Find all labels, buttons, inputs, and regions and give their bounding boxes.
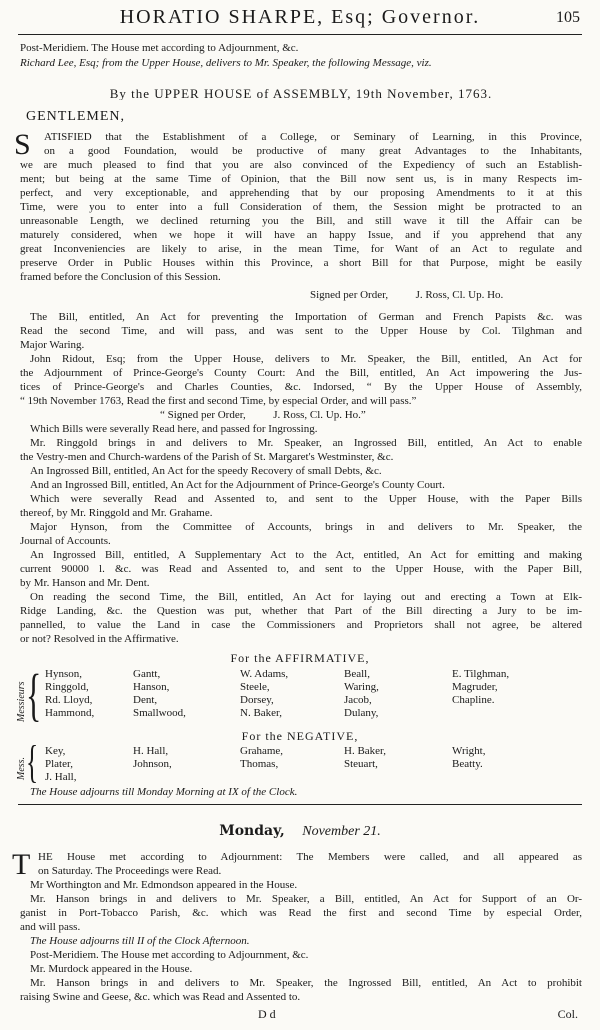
member-name: Johnson, xyxy=(133,758,172,770)
member-name: J. Hall, xyxy=(45,771,77,783)
affirmative-column xyxy=(344,668,379,720)
monday-line: Mr. Murdock appeared in the House. xyxy=(30,963,193,975)
proceeding-line: An Ingrossed Bill, entitled, A Supplementary Act to the Act, entitled, An Act for emitting and making xyxy=(30,549,582,561)
negative-column xyxy=(45,745,76,784)
proceeding-line: the Vestry-men and Church-wardens of the Parish of St. Margaret's Westminster, &c. xyxy=(20,451,394,463)
intro-line-2: Richard Lee, Esq; from the Upper House, delivers to Mr. Speaker, the following Message, viz. xyxy=(20,57,432,69)
proceeding-line: Read the second Time, and will pass, and was sent to the Upper House by Col. Tilghman and xyxy=(20,325,582,337)
day-heading xyxy=(0,823,600,840)
member-name: Key, xyxy=(45,745,66,757)
adjournment-notice: The House adjourns till Monday Morning at IX of the Clock. xyxy=(30,786,298,798)
member-name: Beatty. xyxy=(452,758,483,770)
proceeding-line: by Mr. Hanson and Mr. Dent. xyxy=(20,577,150,589)
header-rule xyxy=(18,34,582,35)
affirmative-label: Messieurs xyxy=(16,681,27,722)
member-name: Wright, xyxy=(452,745,486,757)
member-name: E. Tilghman, xyxy=(452,668,510,680)
affirmative-column xyxy=(452,668,509,707)
member-name: Hynson, xyxy=(45,668,82,680)
proceeding-line: On reading the second Time, the Bill, entitled, An Act for laying out and erecting a Town at Elk- xyxy=(30,591,582,603)
day-heading-date: November 21. xyxy=(302,824,381,839)
proceeding-line: tices of Prince-George's and Charles Counties, &c. Indorsed, “ By the Upper House of Assembly, xyxy=(20,381,582,393)
member-name: H. Hall, xyxy=(133,745,169,757)
message-line: Time, were you to enter into a full Consideration of them, the Session might be protracted to an xyxy=(20,201,582,213)
monday-line: The House adjourns till II of the Clock Afternoon. xyxy=(30,935,250,947)
affirmative-column xyxy=(133,668,186,720)
message-line: preserve Order in Public Houses within this Province, a short Bill for that Purpose, might be easily xyxy=(20,257,582,269)
message-signature: Signed per Order, J. Ross, Cl. Up. Ho. xyxy=(310,289,504,301)
running-header-title: HORATIO SHARPE, Esq; Governor. xyxy=(119,6,481,28)
member-name: Hanson, xyxy=(133,681,170,693)
monday-line: raising Swine and Geese, &c. which was Read and Assented to. xyxy=(20,991,301,1003)
monday-line: ganist in Port-Tobacco Parish, &c. which was Read the first and second Time by especial Order, xyxy=(20,907,582,919)
member-name: Magruder, xyxy=(452,681,498,693)
monday-drop-cap: T xyxy=(12,848,31,881)
member-name: Thomas, xyxy=(240,758,279,770)
affirmative-column xyxy=(45,668,94,720)
monday-line: Mr Worthington and Mr. Edmondson appeared in the House. xyxy=(30,879,298,891)
member-name: Dulany, xyxy=(344,707,379,719)
negative-column xyxy=(452,745,485,771)
message-line: ment; but being at the same Time of Opinion, that the Bill now sent us, is in many Respects im- xyxy=(20,173,582,185)
member-name: Ringgold, xyxy=(45,681,89,693)
message-line: on a good Foundation, would be productive of many great Advantages to the Inhabitants, xyxy=(44,145,582,157)
message-line: ATISFIED that the Establishment of a College, or Seminary of Learning, in this Province, xyxy=(44,131,582,143)
message-line: perfect, and very exceptionable, and apprehending that by our proposing Amendments to it at this xyxy=(20,187,582,199)
member-name: Jacob, xyxy=(344,694,372,706)
proceeding-line: “ Signed per Order, J. Ross, Cl. Up. Ho.” xyxy=(160,409,366,421)
message-line: unreasonable Length, we declined returning you the Bill, and still wave it till the Affair can be xyxy=(20,215,582,227)
intro-line-1: Post-Meridiem. The House met according to Adjournment, &c. xyxy=(20,42,299,54)
member-name: Gantt, xyxy=(133,668,161,680)
affirmative-column xyxy=(240,668,288,720)
proceeding-line: or not? Resolved in the Affirmative. xyxy=(20,633,179,645)
proceeding-line: current 90000 l. &c. was Read and Assented to, and sent to the Upper House, with the Paper Bill, xyxy=(20,563,582,575)
monday-line: HE House met according to Adjournment: The Members were called, and all appeared as xyxy=(38,851,582,863)
monday-line: on Saturday. The Proceedings were Read. xyxy=(38,865,222,877)
proceeding-line: “ 19th November 1763, Read the first and second Time, by especial Order, and will pass.” xyxy=(20,395,417,407)
salutation: GENTLEMEN, xyxy=(26,110,126,123)
member-name: Dorsey, xyxy=(240,694,274,706)
message-line: great Inconveniencies are likely to arise, in the mean Time, for Want of an Act to regulate and xyxy=(20,243,582,255)
negative-heading: For the NEGATIVE, xyxy=(241,730,359,743)
proceeding-line: An Ingrossed Bill, entitled, An Act for the speedy Recovery of small Debts, &c. xyxy=(30,465,382,477)
negative-column xyxy=(344,745,386,771)
member-name: Beall, xyxy=(344,668,370,680)
affirmative-heading: For the AFFIRMATIVE, xyxy=(230,652,370,665)
monday-line: and will pass. xyxy=(20,921,81,933)
proceeding-line: John Ridout, Esq; from the Upper House, delivers to Mr. Speaker, the Bill, entitled, An Act for xyxy=(30,353,582,365)
proceeding-line: And an Ingrossed Bill, entitled, An Act for the Adjournment of Prince-George's County Court. xyxy=(30,479,445,491)
monday-line: Mr. Hanson brings in and delivers to Mr. Speaker, a Bill, entitled, An Act for Support of an Or- xyxy=(30,893,582,905)
member-name: Hammond, xyxy=(45,707,95,719)
section-rule xyxy=(18,804,582,805)
member-name: Steuart, xyxy=(344,758,378,770)
member-name: Waring, xyxy=(344,681,379,693)
message-line: framed before the Conclusion of this Session. xyxy=(20,271,221,283)
proceeding-line: Journal of Accounts. xyxy=(20,535,111,547)
monday-line: Post-Meridiem. The House met according to Adjournment, &c. xyxy=(30,949,309,961)
message-line: maturely considered, when we hope it will have an happy Issue, and if you apprehend that any xyxy=(20,229,582,241)
member-name: N. Baker, xyxy=(240,707,283,719)
negative-brace: { xyxy=(26,736,39,787)
day-heading-day: Monday, xyxy=(219,823,285,839)
member-name: Plater, xyxy=(45,758,73,770)
member-name: Smallwood, xyxy=(133,707,186,719)
proceeding-line: thereof, by Mr. Ringgold and Mr. Grahame. xyxy=(20,507,213,519)
negative-label: Mess. xyxy=(16,756,27,780)
member-name: H. Baker, xyxy=(344,745,387,757)
proceeding-line: pannelled, to value the Land in case the Commissioners and Proprietors shall not agree, be altered xyxy=(20,619,582,631)
message-heading: By the UPPER HOUSE of ASSEMBLY, 19th November, 1763. xyxy=(109,87,493,100)
negative-column xyxy=(133,745,172,771)
negative-column xyxy=(240,745,283,771)
member-name: Grahame, xyxy=(240,745,284,757)
member-name: Dent, xyxy=(133,694,158,706)
member-name: Chapline. xyxy=(452,694,495,706)
proceeding-line: the Adjournment of Prince-George's County Court: And the Bill, entitled, An Act impowering the Jus- xyxy=(20,367,582,379)
message-drop-cap: S xyxy=(14,128,31,161)
proceeding-line: Major Waring. xyxy=(20,339,85,351)
monday-line: Mr. Hanson brings in and delivers to Mr. Speaker, the Ingrossed Bill, entitled, An Act to prohibit xyxy=(30,977,582,989)
proceeding-line: The Bill, entitled, An Act for preventing the Importation of German and French Papists &c. was xyxy=(30,311,582,323)
proceeding-line: Which were severally Read and Assented to, and sent to the Upper House, with the Paper Bills xyxy=(30,493,582,505)
message-line: we are much pleased to find that you are also convinced of the Expediency of such an Establish- xyxy=(20,159,582,171)
member-name: Rd. Lloyd, xyxy=(45,694,93,706)
member-name: W. Adams, xyxy=(240,668,289,680)
affirmative-brace: { xyxy=(26,662,42,727)
proceeding-line: Which Bills were severally Read here, and passed for Ingrossing. xyxy=(30,423,318,435)
signature-mark: D d xyxy=(258,1007,276,1021)
member-name: Steele, xyxy=(240,681,270,693)
proceeding-line: Ridge Landing, &c. the Question was put, whether that Part of the Bill directing a Jury to be im- xyxy=(20,605,582,617)
page-number: 105 xyxy=(556,9,580,26)
catchword: Col. xyxy=(557,1007,578,1021)
proceeding-line: Major Hynson, from the Committee of Accounts, brings in and delivers to Mr. Speaker, the xyxy=(30,521,582,533)
proceeding-line: Mr. Ringgold brings in and delivers to Mr. Speaker, an Ingrossed Bill, entitled, An Act to enable xyxy=(30,437,582,449)
